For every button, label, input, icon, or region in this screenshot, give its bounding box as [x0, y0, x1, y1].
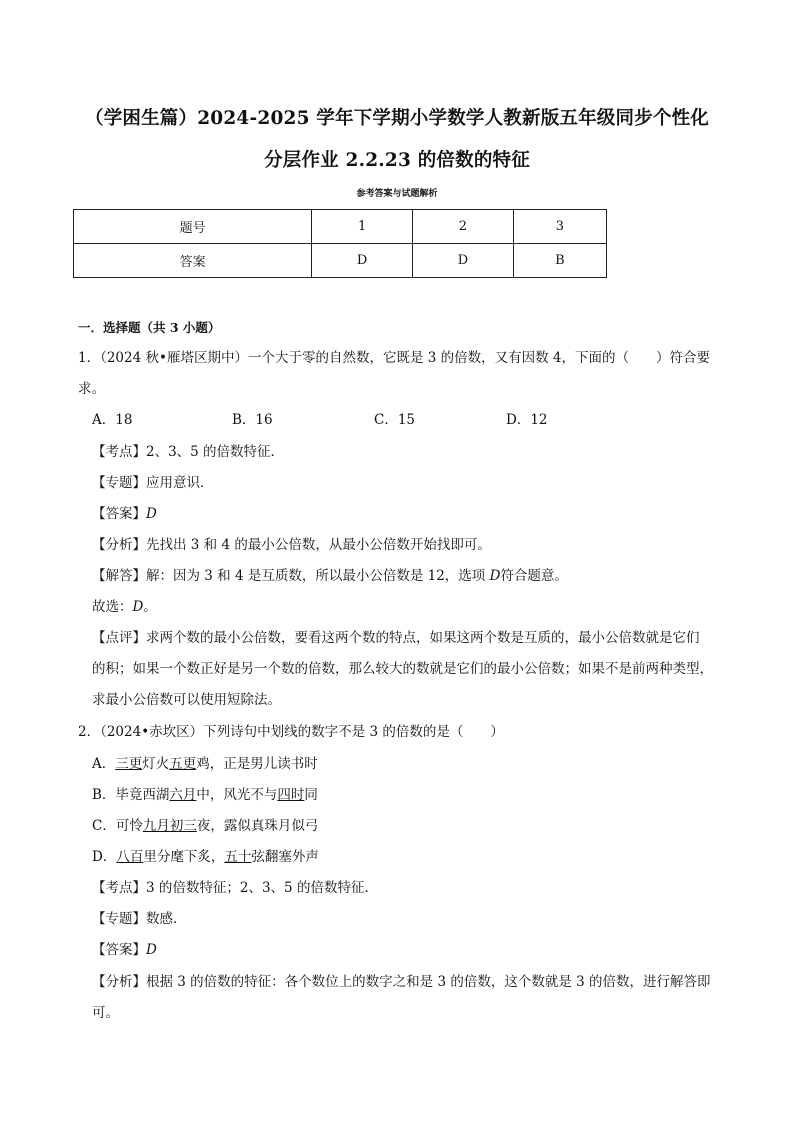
q2-option-a [92, 754, 318, 774]
q1-stem-line-2: 求。 [78, 381, 105, 397]
q2-option-d-post: 弦翻塞外声 [251, 849, 319, 865]
answer-table-number: 3 [513, 210, 606, 244]
q2-daan-text: D [146, 942, 157, 958]
q1-kaodian [92, 442, 284, 462]
answer-table [73, 209, 607, 278]
answer-table-number: 1 [312, 210, 413, 244]
q2-option-b-post: 同 [304, 787, 318, 803]
q1-fenxi [92, 535, 491, 555]
q1-daan-text: D [146, 506, 157, 522]
q2-kaodian-tag: 【考点】 [92, 880, 146, 896]
q2-zhuanti-text: 数感． [146, 911, 187, 927]
q1-option-b: B．16 [232, 412, 273, 428]
q1-daan [92, 504, 157, 524]
q1-daan-tag: 【答案】 [92, 506, 146, 522]
answer-table-header-label: 题号 [74, 210, 312, 244]
q1-guxuan-text: 故选： [92, 599, 133, 615]
document-subtitle: 参考答案与试题解析 [356, 189, 438, 199]
answer-table-row-numbers [74, 210, 607, 244]
section-title: 一．选择题（共 3 小题） [78, 320, 221, 335]
q1-guxuan [92, 597, 157, 617]
q2-option-c [92, 816, 318, 836]
q1-jieda-text: 解：因为 3 和 4 是互质数，所以最小公倍数是 12，选项 [146, 568, 490, 584]
q2-option-d-mid: 里分麾下炙， [143, 849, 225, 865]
q2-option-a-post: 鸡，正是男儿读书时 [196, 756, 318, 772]
q1-stem-line-1: 1．（2024 秋•雁塔区期中）一个大于零的自然数，它既是 3 的倍数，又有因数 4，下面的（ ）符合要 [78, 350, 711, 366]
q2-fenxi-line-1 [92, 972, 711, 992]
q1-dianping-line-3: 求最小公倍数可以使用短除法。 [92, 692, 281, 708]
q2-option-b-mid: 中，风光不与 [196, 787, 278, 803]
q2-option-d-underlined-1: 八百 [116, 849, 144, 865]
answer-table-row-answers [74, 244, 607, 278]
q2-stem: 2．（2024•赤坎区）下列诗句中划线的数字不是 3 的倍数的是（ ） [78, 724, 504, 740]
q2-option-c-underlined: 九月初三 [142, 818, 197, 834]
q1-zhuanti [92, 473, 214, 493]
document-title-line-1: （学困生篇）2024-2025 学年下学期小学数学人教新版五年级同步个性化 [85, 108, 709, 129]
q2-zhuanti [92, 909, 187, 929]
q1-dianping-text-1: 求两个数的最小公倍数，要看这两个数的特点，如果这两个数是互质的，最小公倍数就是它们 [146, 630, 700, 646]
q2-fenxi-text-1: 根据 3 的倍数的特征：各个数位上的数字之和是 3 的倍数，这个数就是 3 的倍数，进行解答即 [146, 974, 711, 990]
q2-option-b-prefix: B．毕竟西湖 [92, 787, 170, 803]
q2-daan-tag: 【答案】 [92, 942, 146, 958]
q1-dianping-line-1 [92, 628, 700, 648]
q2-daan [92, 940, 157, 960]
q1-option-a: A．18 [92, 412, 133, 428]
q1-zhuanti-tag: 【专题】 [92, 475, 146, 491]
q2-fenxi-line-2: 可。 [92, 1005, 119, 1021]
q2-option-b-underlined-2: 四时 [277, 787, 305, 803]
q2-kaodian-text: 3 的倍数特征；2、3、5 的倍数特征． [146, 880, 378, 896]
answer-table-answer: B [513, 244, 606, 278]
q1-dianping-tag: 【点评】 [92, 630, 146, 646]
q1-option-c: C．15 [374, 412, 416, 428]
q2-option-a-underlined-2: 五更 [169, 756, 197, 772]
q2-kaodian [92, 878, 378, 898]
q2-option-d-underlined-2: 五十 [224, 849, 252, 865]
q1-jieda-option: D [489, 568, 501, 584]
answer-table-number: 2 [413, 210, 514, 244]
q2-option-a-mid: 灯火 [142, 756, 170, 772]
q1-guxuan-end: 。 [143, 599, 157, 615]
answer-table-answer: D [312, 244, 413, 278]
q2-option-c-prefix: C．可怜 [92, 818, 143, 834]
answer-table-answer-label: 答案 [74, 244, 312, 278]
q1-zhuanti-text: 应用意识． [146, 475, 214, 491]
q2-option-a-underlined-1: 三更 [115, 756, 143, 772]
q2-option-d-prefix: D． [92, 849, 117, 865]
q2-option-b [92, 785, 318, 805]
q2-zhuanti-tag: 【专题】 [92, 911, 146, 927]
q1-dianping-line-2: 的积；如果一个数正好是另一个数的倍数，那么较大的数就是它们的最小公倍数；如果不是前两种类型， [92, 661, 713, 677]
q2-option-c-post: 夜，露似真珠月似弓 [196, 818, 319, 834]
q1-jieda [92, 566, 568, 586]
q1-fenxi-text: 先找出 3 和 4 的最小公倍数，从最小公倍数开始找即可。 [146, 537, 491, 553]
q1-option-d: D．12 [506, 412, 548, 428]
q1-options [92, 410, 548, 430]
q2-option-b-underlined-1: 六月 [169, 787, 197, 803]
q1-guxuan-option: D [132, 599, 144, 615]
q1-kaodian-tag: 【考点】 [92, 444, 146, 460]
q1-jieda-text-end: 符合题意。 [500, 568, 568, 584]
q2-option-a-prefix: A． [92, 756, 116, 772]
q1-kaodian-text: 2、3、5 的倍数特征． [146, 444, 285, 460]
q2-option-d [92, 847, 319, 867]
answer-table-answer: D [413, 244, 514, 278]
q1-fenxi-tag: 【分析】 [92, 537, 146, 553]
q2-fenxi-tag: 【分析】 [92, 974, 146, 990]
document-title-line-2: 分层作业 2.2.23 的倍数的特征 [264, 150, 530, 171]
q1-jieda-tag: 【解答】 [92, 568, 146, 584]
